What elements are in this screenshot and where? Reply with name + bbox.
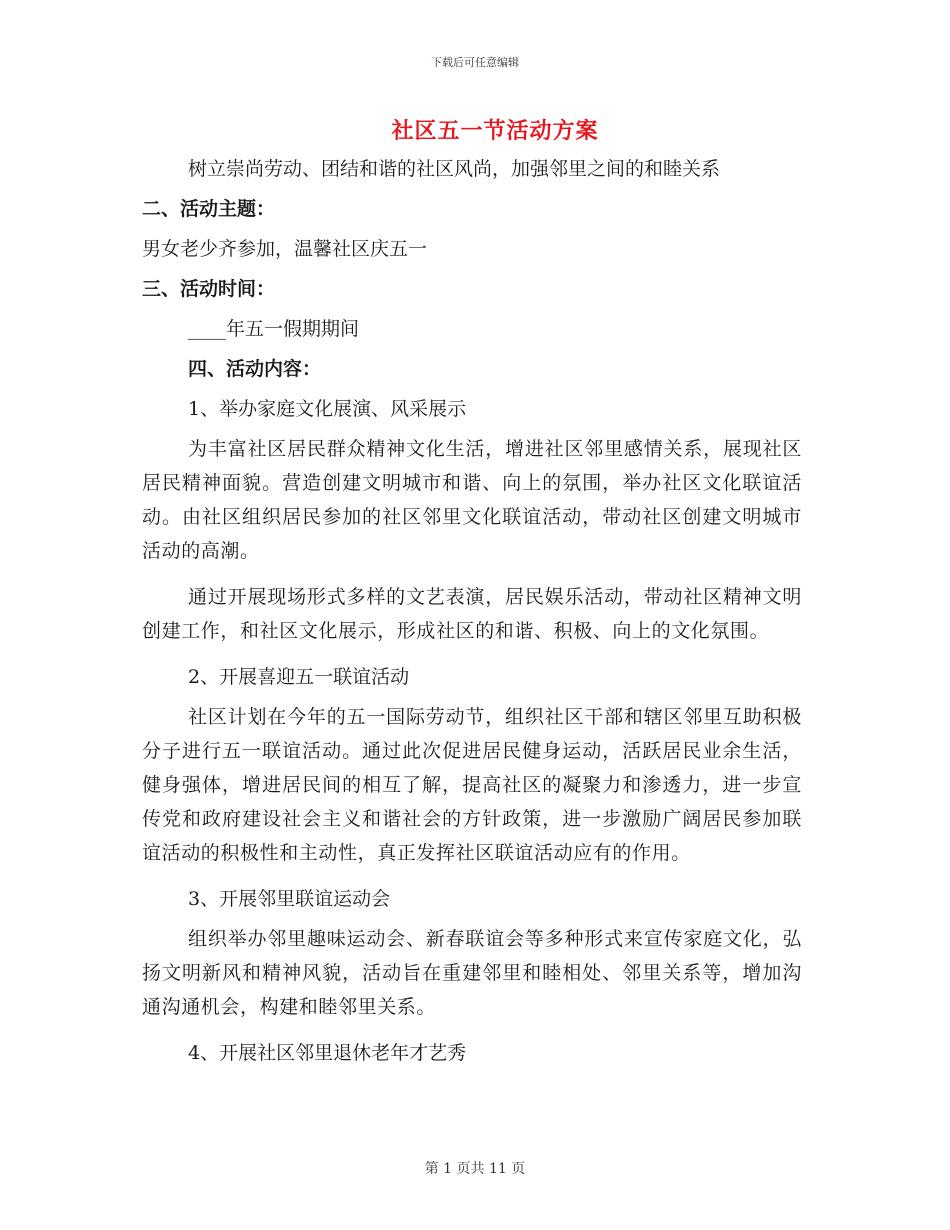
- document-title: 社区五一节活动方案: [391, 118, 599, 144]
- item-paragraph-1a: 为丰富社区居民群众精神文化生活，增进社区邻里感情关系，展现社区居民精神面貌。营造创建文明城市和谐、向上的氛围，举办社区文化联谊活动。由社区组织居民参加的社区邻里文化联谊活动，带动社区创建文明城市活动的高潮。: [142, 438, 802, 562]
- document-body: [142, 152, 802, 1070]
- section-heading-content: 四、活动内容：: [188, 358, 322, 380]
- page-footer: 第 1 页共 11 页: [424, 1161, 526, 1177]
- item-paragraph-2: 社区计划在今年的五一国际劳动节，组织社区干部和辖区邻里互助积极分子进行五一联谊活动。通过此次促进居民健身运动，活跃居民业余生活，健身强体，增进居民间的相互了解，提高社区的凝聚力和渗透力，进一步宣传党和政府建设社会主义和谐社会的方针政策，进一步激励广阔居民参加联谊活动的积极性和主动性，真正发挥社区联谊活动应有的作用。: [142, 706, 802, 864]
- intro-line: 树立崇尚劳动、团结和谐的社区风尚，加强邻里之间的和睦关系: [188, 158, 721, 180]
- section-text-theme: 男女老少齐参加，温馨社区庆五一: [142, 238, 428, 260]
- item-heading-1: 1、举办家庭文化展演、风采展示: [188, 398, 467, 420]
- section-heading-theme: 二、活动主题：: [142, 198, 276, 220]
- item-heading-2: 2、开展喜迎五一联谊活动: [188, 666, 410, 688]
- section-text-time: ____年五一假期期间: [188, 318, 360, 340]
- section-heading-time: 三、活动时间：: [142, 278, 276, 300]
- item-paragraph-3: 组织举办邻里趣味运动会、新春联谊会等多种形式来宣传家庭文化，弘扬文明新风和精神风貌，活动旨在重建邻里和睦相处、邻里关系等，增加沟通沟通机会，构建和睦邻里关系。: [142, 928, 802, 1018]
- page-header: 下载后可任意编辑: [431, 56, 519, 69]
- item-heading-3: 3、开展邻里联谊运动会: [188, 888, 391, 910]
- item-heading-4: 4、开展社区邻里退休老年才艺秀: [188, 1042, 467, 1064]
- item-paragraph-1b: 通过开展现场形式多样的文艺表演，居民娱乐活动，带动社区精神文明创建工作，和社区文化展示，形成社区的和谐、积极、向上的文化氛围。: [142, 586, 802, 642]
